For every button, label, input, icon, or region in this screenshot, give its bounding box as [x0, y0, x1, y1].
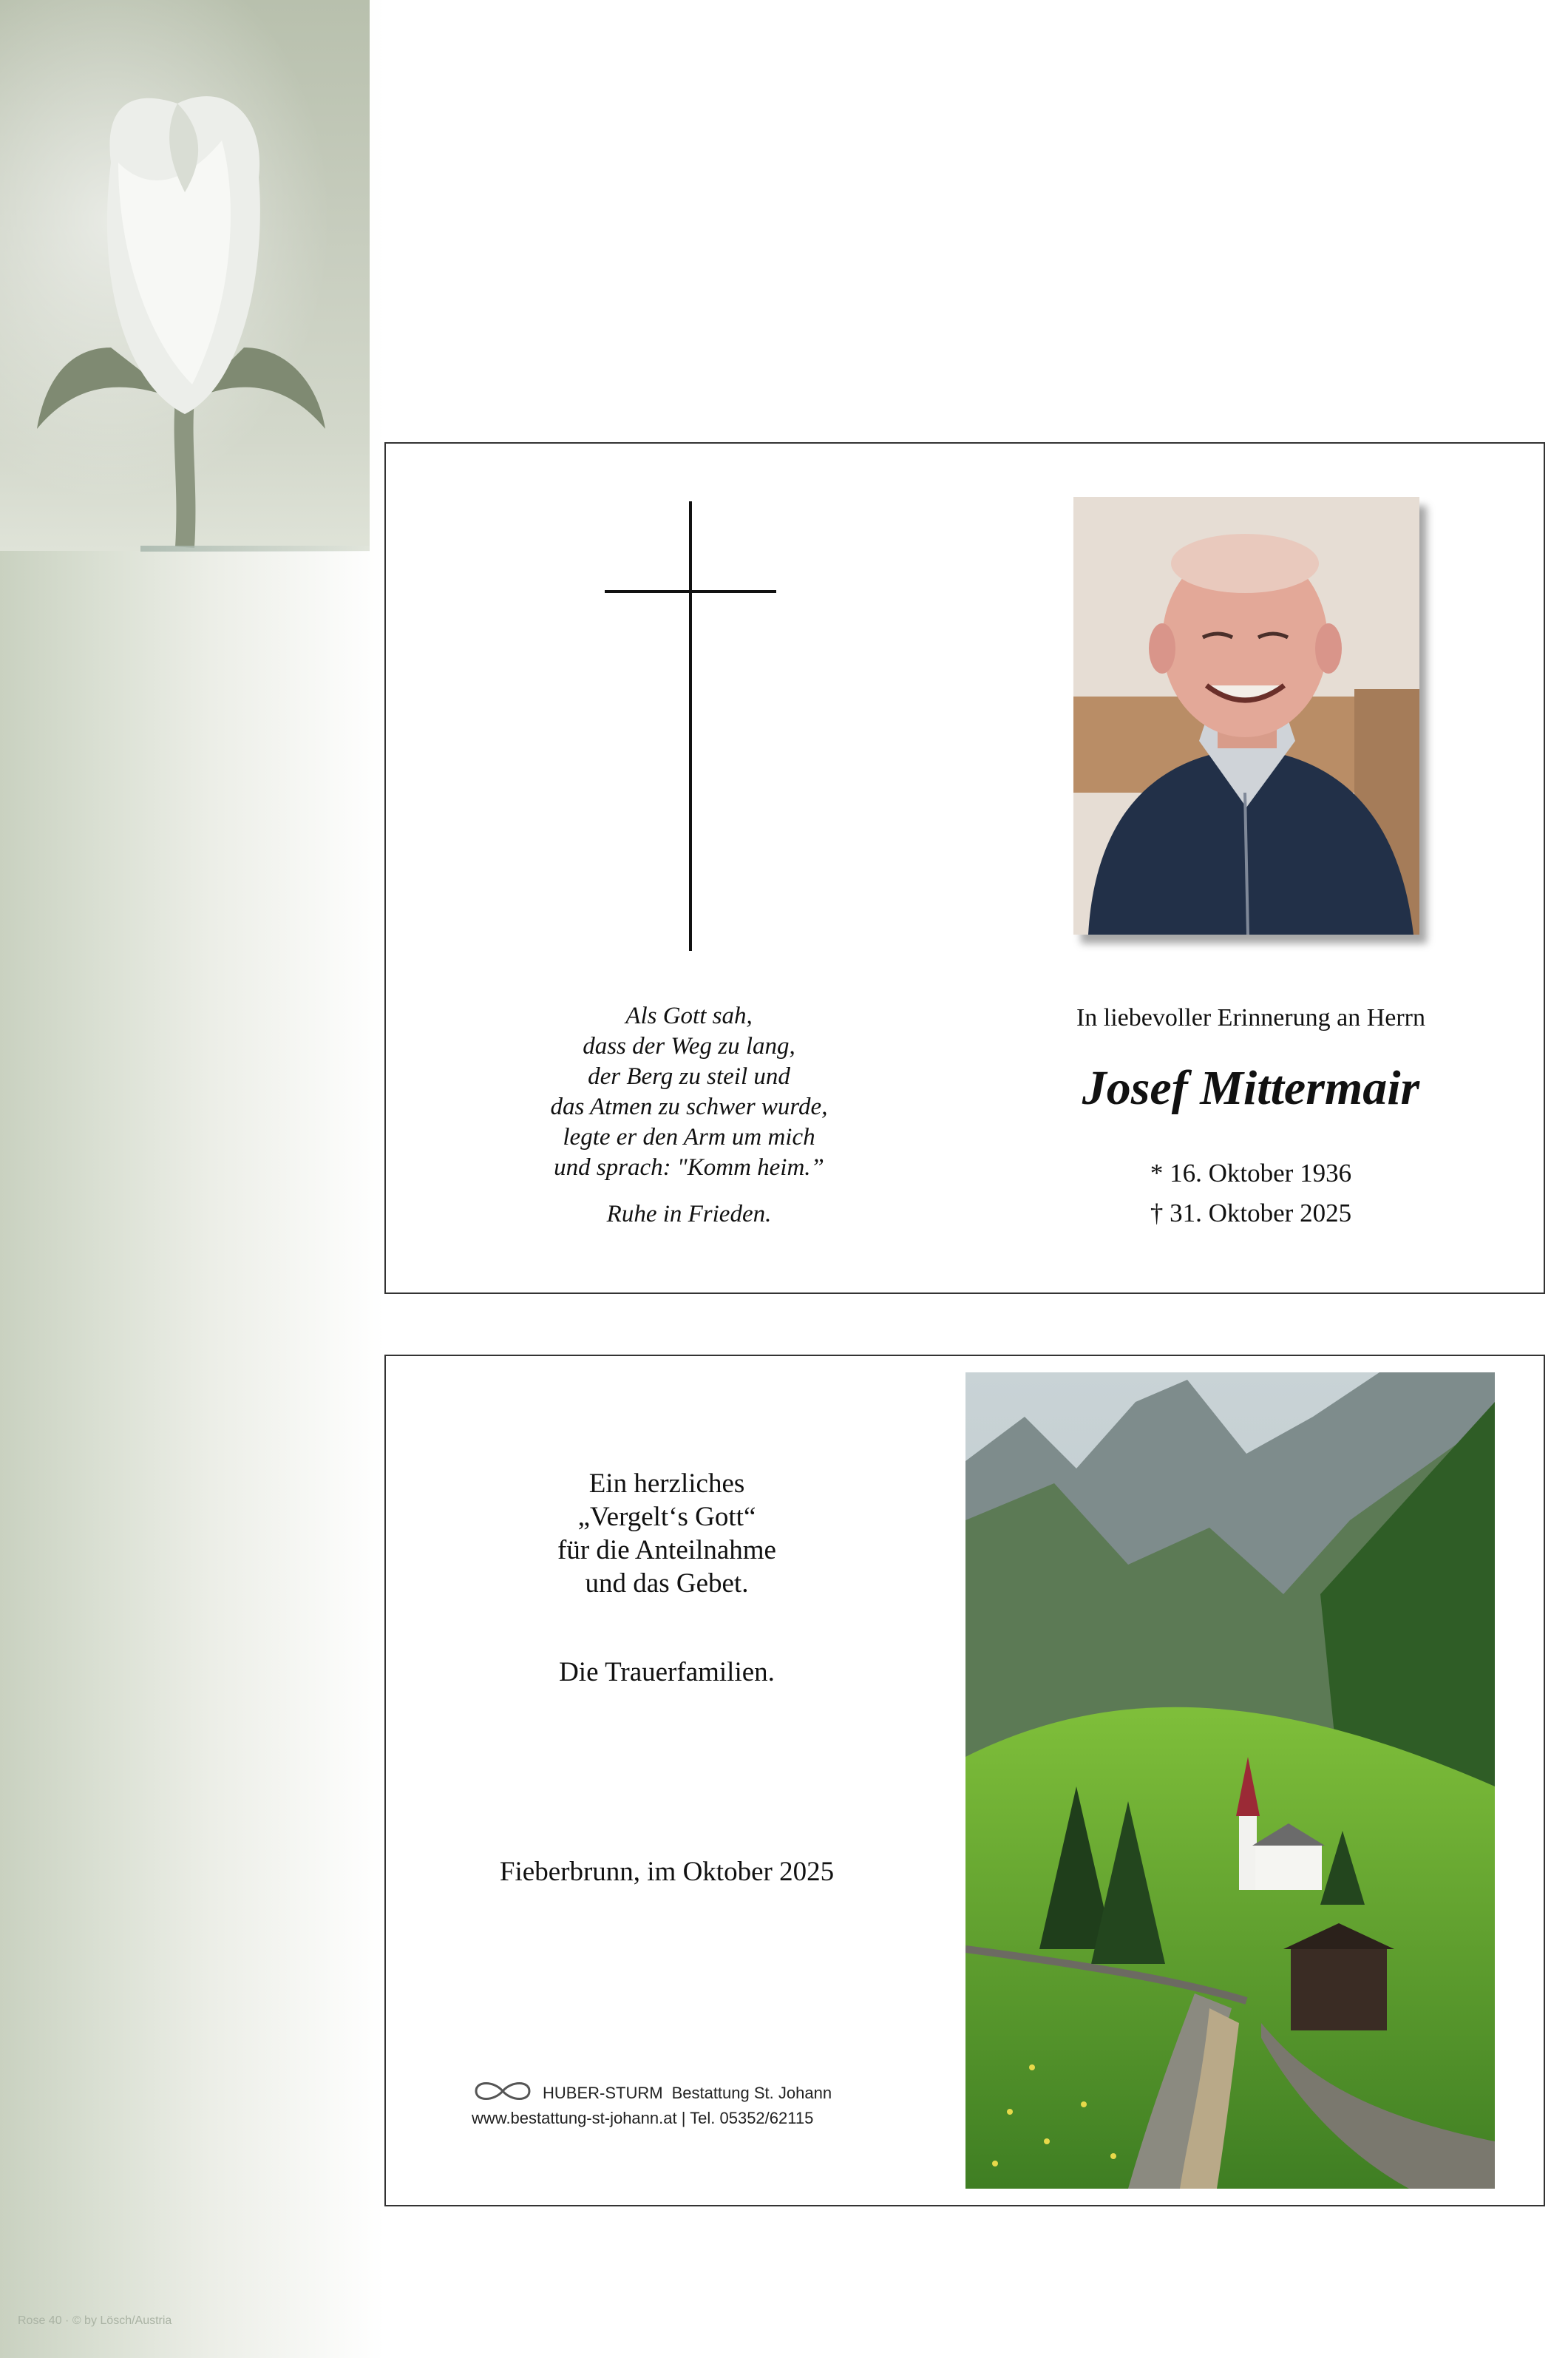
birth-date: * 16. Oktober 1936 [1150, 1159, 1352, 1188]
life-dates [985, 1153, 1517, 1233]
death-date: † 31. Oktober 2025 [1150, 1199, 1352, 1227]
remembrance-line: In liebevoller Erinnerung an Herrn [1076, 1004, 1426, 1031]
image-credit: Rose 40 · © by Lösch/Austria [18, 2314, 172, 2327]
thanks-line: „Vergelt‘s Gott“ [577, 1502, 756, 1532]
poem-line: das Atmen zu schwer wurde, [550, 1094, 828, 1120]
funeral-home-contact: www.bestattung-st-johann.at | Tel. 05352/62115 [472, 2109, 814, 2127]
cross-icon [605, 501, 779, 952]
family-signature: Die Trauerfamilien. [559, 1657, 775, 1687]
memorial-poem [467, 1001, 911, 1230]
thanks-line: und das Gebet. [585, 1568, 749, 1599]
divider [140, 546, 370, 552]
funeral-home-name: Bestattung St. Johann [671, 2084, 832, 2102]
funeral-home-imprint [472, 2081, 886, 2128]
portrait-photo [1073, 497, 1419, 935]
memorial-card-back [384, 1355, 1545, 2206]
farewell-text: Ruhe in Frieden. [606, 1201, 772, 1227]
poem-line: der Berg zu steil und [588, 1063, 790, 1090]
place-date: Fieberbrunn, im Oktober 2025 [499, 1857, 835, 1887]
funeral-home-brand: HUBER-STURM [543, 2084, 663, 2102]
poem-line: Als Gott sah, [625, 1003, 753, 1029]
thanks-line: für die Anteilnahme [557, 1535, 776, 1565]
memorial-card-front [384, 442, 1545, 1294]
poem-line: und sprach: "Komm heim.” [554, 1154, 824, 1181]
infinity-logo-icon [472, 2081, 534, 2106]
thanks-message [430, 1467, 903, 1600]
deceased-name: Josef Mittermair [1082, 1061, 1420, 1115]
landscape-photo [965, 1372, 1495, 2189]
poem-line: legte er den Arm um mich [563, 1124, 815, 1151]
thanks-line: Ein herzliches [588, 1468, 745, 1499]
poem-line: dass der Weg zu lang, [583, 1033, 795, 1060]
rose-image [0, 0, 370, 551]
